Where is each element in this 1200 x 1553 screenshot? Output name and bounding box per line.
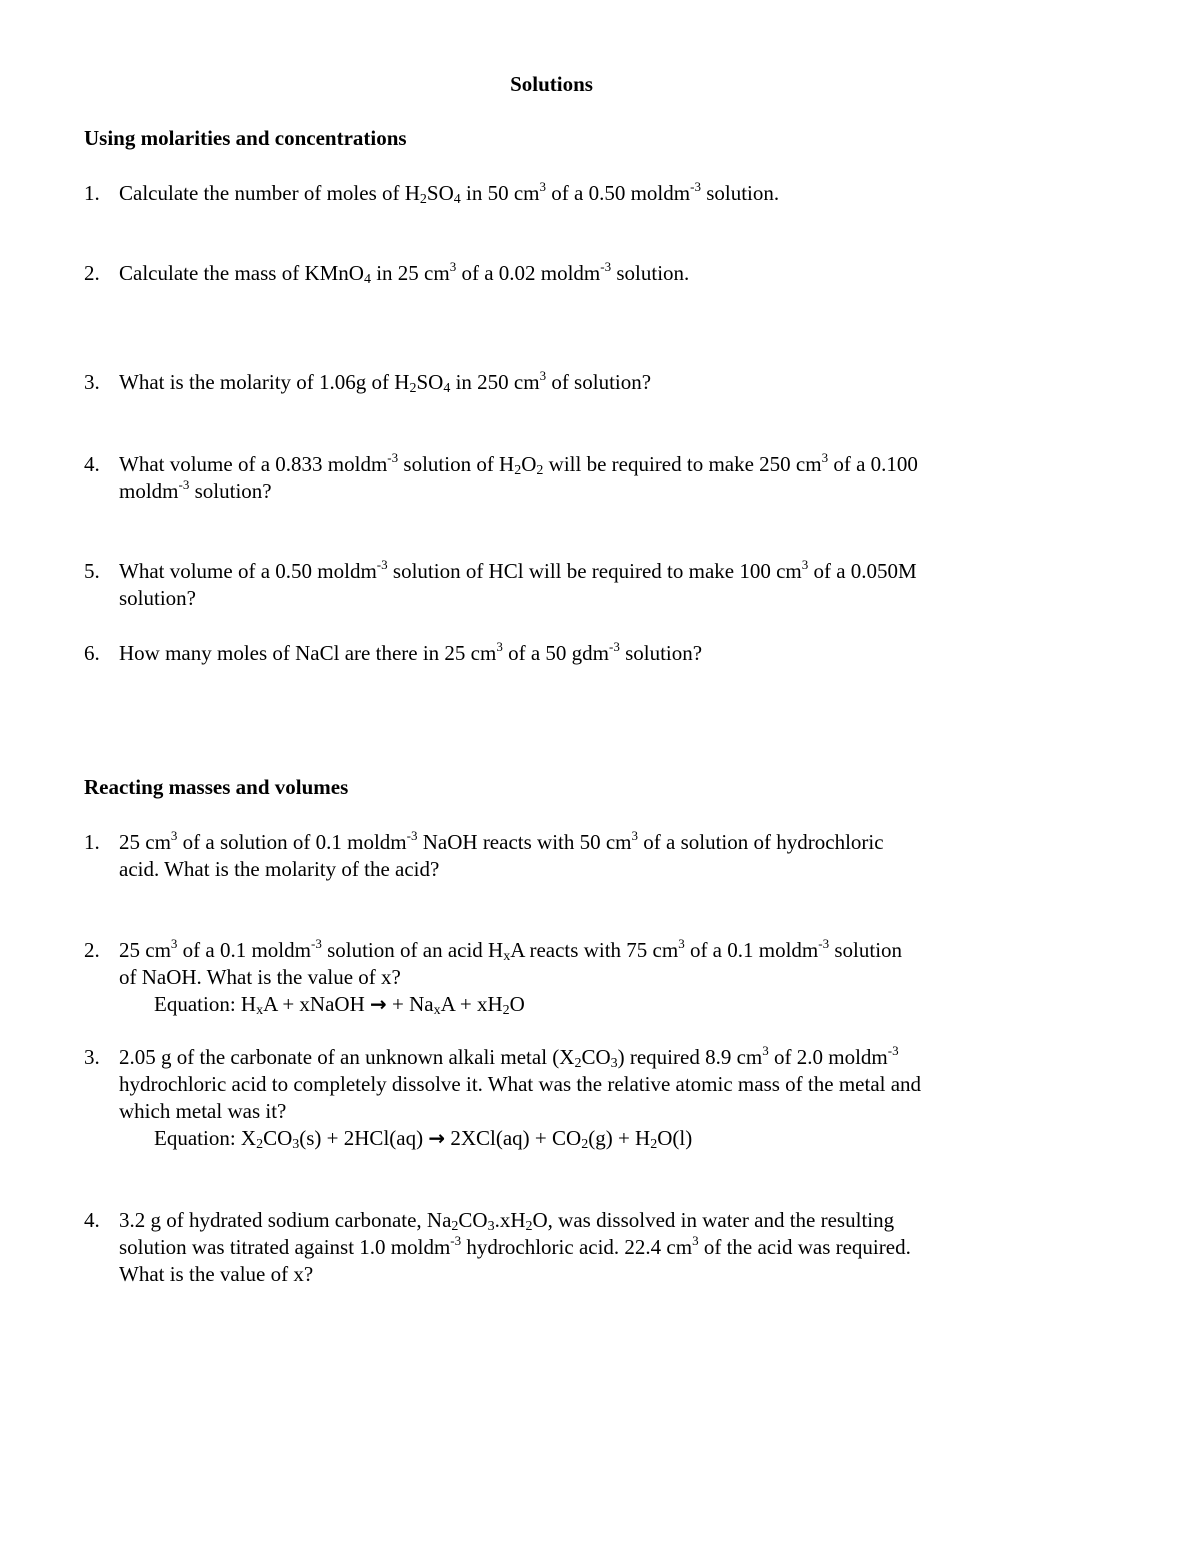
question-text: of NaOH. What is the value of x?	[119, 965, 401, 989]
question-text: What is the molarity of 1.06g of $H_2SO_4$ in 250 $cm^3$ of solution?	[119, 368, 652, 396]
question-number: 1.	[84, 181, 100, 205]
question-text: 3.2 g of hydrated sodium carbonate, $Na_2CO_3.xH_2O$, was dissolved in water and the resulting	[119, 1208, 895, 1234]
question-text: What is the value of x?	[119, 1262, 314, 1286]
question-number: 2.	[84, 938, 100, 962]
equation: Equation: $H_xA$ + xNaOH → + $Na_xA + xH_2O$	[154, 992, 525, 1018]
question-text: moldm$^{-3}$ solution?	[119, 477, 272, 503]
question-text: acid. What is the molarity of the acid?	[119, 857, 440, 881]
question-number: 6.	[84, 641, 100, 665]
question-number: 5.	[84, 559, 100, 583]
question-number: 4.	[84, 452, 100, 476]
equation: Equation: $X_2CO_3(s) + 2HCl(aq) \to 2XCl(aq) + CO_2(g) + H_2O(l)$	[154, 1126, 693, 1152]
question-text: 2.05 g of the carbonate of an unknown alkali metal $(X_2CO_3)$ required 8.9 $cm^3$ of 2.0 moldm$^{-3}$	[119, 1043, 899, 1071]
section-heading-reacting: Reacting masses and volumes	[84, 775, 349, 799]
question-text: What volume of a 0.50 moldm$^{-3}$ solution of HCl will be required to make 100 $cm^3$ of a 0.050M	[119, 557, 917, 583]
question-text: How many moles of NaCl are there in 25 $cm^3$ of a 50 gdm$^{-3}$ solution?	[119, 639, 703, 665]
question-text: Calculate the mass of KMnO$_4$ in 25 $cm^3$ of a 0.02 moldm$^{-3}$ solution.	[119, 259, 690, 287]
question-text: Calculate the number of moles of $H_2SO_4$ in 50 $cm^3$ of a 0.50 moldm$^{-3}$ solution.	[119, 179, 780, 207]
question-text: What volume of a 0.833 moldm$^{-3}$ solution of $H_2O_2$ will be required to make 250 $cm^3$ of a 0.100	[119, 450, 918, 478]
question-number: 2.	[84, 261, 100, 285]
question-text: solution?	[119, 586, 196, 610]
question-number: 1.	[84, 830, 100, 854]
question-text: which metal was it?	[119, 1099, 287, 1123]
question-text: 25 $cm^3$ of a solution of 0.1 moldm$^{-3}$ NaOH reacts with 50 $cm^3$ of a solution of hydrochloric	[119, 828, 884, 854]
question-text: hydrochloric acid to completely dissolve it. What was the relative atomic mass of the metal and	[119, 1072, 922, 1096]
section-heading-molarities: Using molarities and concentrations	[84, 126, 407, 150]
question-number: 4.	[84, 1208, 100, 1232]
question-number: 3.	[84, 1045, 100, 1069]
question-number: 3.	[84, 370, 100, 394]
question-text: solution was titrated against 1.0 moldm$^{-3}$ hydrochloric acid. 22.4 $cm^3$ of the acid was required.	[119, 1233, 911, 1259]
question-text: 25 $cm^3$ of a 0.1 moldm$^{-3}$ solution of an acid $H_xA$ reacts with 75 $cm^3$ of a 0.1 moldm$^{-3}$ solution	[119, 936, 903, 964]
page-title: Solutions	[510, 72, 593, 96]
